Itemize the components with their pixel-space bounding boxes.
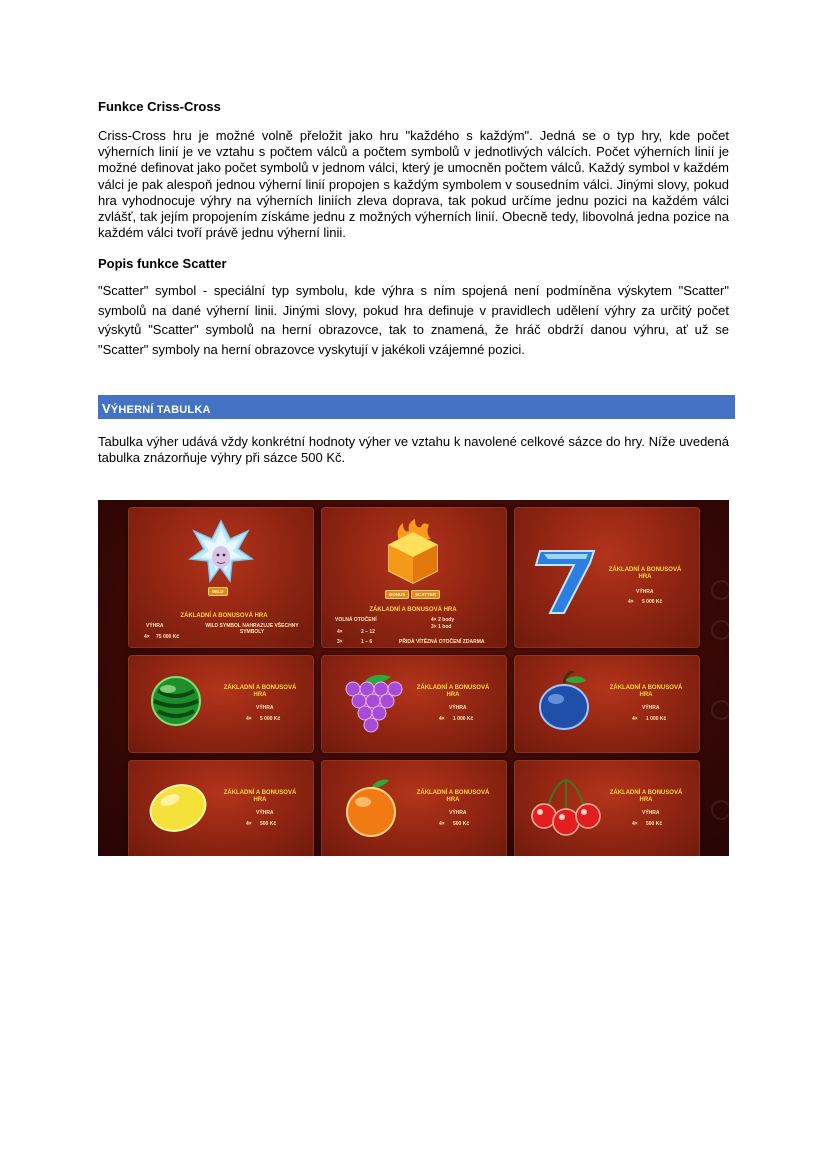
ice-crystal-face-icon bbox=[186, 517, 256, 587]
grapes-icon bbox=[335, 671, 409, 735]
scatter-row1-value: 2 – 12 bbox=[361, 629, 375, 635]
paytable-cell-wild bbox=[128, 507, 314, 648]
cherry-col-label: VÝHRA bbox=[642, 810, 660, 816]
grapes-heading: ZÁKLADNÍ A BONUSOVÁ HRA bbox=[416, 685, 490, 698]
lemon-count: 4× bbox=[246, 821, 252, 827]
plum-value: 1 000 Kč bbox=[646, 716, 667, 722]
scatter-side2: 3× 1 bod bbox=[431, 624, 452, 630]
blue-seven-icon bbox=[534, 547, 598, 617]
seven-count: 4× bbox=[628, 599, 634, 605]
plum-heading: ZÁKLADNÍ A BONUSOVÁ HRA bbox=[609, 685, 683, 698]
orange-icon bbox=[341, 774, 401, 838]
paytable-cell-orange bbox=[321, 760, 507, 856]
cherry-count: 4× bbox=[632, 821, 638, 827]
cherry-value: 500 Kč bbox=[646, 821, 663, 827]
wild-note: WILD SYMBOL NAHRAZUJE VŠECHNY SYMBOLY bbox=[205, 623, 299, 635]
wild-value: 75 000 Kč bbox=[156, 634, 180, 640]
lemon-col-label: VÝHRA bbox=[256, 810, 274, 816]
scatter-side1: 4× 2 body bbox=[431, 617, 455, 623]
grapes-col-label: VÝHRA bbox=[449, 705, 467, 711]
scatter-col-label: VOLNÁ OTOČENÍ bbox=[335, 617, 377, 623]
orange-heading: ZÁKLADNÍ A BONUSOVÁ HRA bbox=[416, 790, 490, 803]
melon-count: 4× bbox=[246, 716, 252, 722]
melon-heading: ZÁKLADNÍ A BONUSOVÁ HRA bbox=[223, 685, 297, 698]
plum-icon bbox=[536, 671, 592, 733]
orange-count: 4× bbox=[439, 821, 445, 827]
paytable-cell-cherry bbox=[514, 760, 700, 856]
scatter-badge: SCATTER bbox=[411, 590, 440, 599]
banner-title: VÝHERNÍ TABULKA bbox=[102, 401, 211, 416]
scatter-heading: Popis funkce Scatter bbox=[98, 256, 227, 271]
melon-col-label: VÝHRA bbox=[256, 705, 274, 711]
seven-value: 5 000 Kč bbox=[642, 599, 663, 605]
seven-heading: ZÁKLADNÍ A BONUSOVÁ HRA bbox=[608, 567, 682, 580]
decorative-ring bbox=[711, 700, 729, 720]
scatter-row2-value: 1 – 6 bbox=[361, 639, 373, 645]
grapes-value: 1 000 Kč bbox=[453, 716, 474, 722]
paytable-image bbox=[98, 500, 729, 856]
bonus-badge: BONUS bbox=[385, 590, 409, 599]
wild-badge: WILD bbox=[208, 587, 228, 596]
watermelon-icon bbox=[148, 673, 204, 729]
paytable-cell-scatter bbox=[321, 507, 507, 648]
decorative-ring bbox=[711, 800, 729, 820]
seven-col-label: VÝHRA bbox=[636, 589, 654, 595]
decorative-ring bbox=[711, 620, 729, 640]
lemon-value: 500 Kč bbox=[260, 821, 277, 827]
wild-heading: ZÁKLADNÍ A BONUSOVÁ HRA bbox=[180, 613, 268, 619]
orange-col-label: VÝHRA bbox=[449, 810, 467, 816]
wild-count: 4× bbox=[144, 634, 150, 640]
paytable-intro: Tabulka výher udává vždy konkrétní hodnoty výher ve vztahu k navolené celkové sázce do hry. Níže uvedená tabulka znázorňuje výhry při sázce 500 Kč. bbox=[98, 434, 729, 466]
paytable-cell-grapes bbox=[321, 655, 507, 753]
scatter-row1-count: 4× bbox=[337, 629, 343, 635]
criss-cross-paragraph: Criss-Cross hru je možné volně přeložit jako hru "každého s každým". Jedná se o typ hry, kde počet výherních linií je ve vztahu s počtem válců a počtem symbolů v jednotlivých válcích. Počet výherních linií je možné definovat jako počet symbolů v jednom válci, který je umocněn počtem válců. Každý symbol v každém válci je pak alespoň jednou výherní linií propojen s každým symbolem v sousedním válci. Jinými slovy, pokud hra vyhodnocuje výhry na výherních liniích zleva doprava, tak pokud určíme jednu pozici na každém válci zvlášť, tak jejím propojením získáme jednu z možných výherních linií. Obecně tedy, libovolná jedna pozice na každém válci tvoří právě jednu výherní linii. bbox=[98, 128, 729, 241]
lemon-heading: ZÁKLADNÍ A BONUSOVÁ HRA bbox=[223, 790, 297, 803]
paytable-cell-seven bbox=[514, 507, 700, 648]
scatter-row2-count: 3× bbox=[337, 639, 343, 645]
orange-value: 500 Kč bbox=[453, 821, 470, 827]
flaming-cube-icon bbox=[383, 519, 443, 585]
wild-col-label: VÝHRA bbox=[146, 623, 164, 629]
cherry-heading: ZÁKLADNÍ A BONUSOVÁ HRA bbox=[609, 790, 683, 803]
scatter-note: PŘIDÁ VÍTĚZNÁ OTOČENÍ ZDARMA bbox=[399, 639, 485, 645]
paytable-cell-melon bbox=[128, 655, 314, 753]
paytable-banner bbox=[98, 395, 735, 419]
scatter-paragraph: "Scatter" symbol - speciální typ symbolu, kde výhra s ním spojená není podmíněna výskytem "Scatter" symbolů na dané výherní linii. Jinými slovy, pokud hra definuje v pravidlech udělení výhry za určitý počet výskytů "Scatter" symbolů na herní obrazovce, tak to znamená, že hráč obdrží danou výhru, ať už se "Scatter" symboly na herní obrazovce vyskytují v jakékoli vzájemné pozici. bbox=[98, 283, 729, 357]
cherries-icon bbox=[528, 776, 604, 840]
plum-col-label: VÝHRA bbox=[642, 705, 660, 711]
decorative-ring bbox=[711, 580, 729, 600]
melon-value: 5 000 Kč bbox=[260, 716, 281, 722]
scatter-heading: ZÁKLADNÍ A BONUSOVÁ HRA bbox=[369, 607, 457, 613]
paytable-cell-plum bbox=[514, 655, 700, 753]
plum-count: 4× bbox=[632, 716, 638, 722]
grapes-count: 4× bbox=[439, 716, 445, 722]
lemon-icon bbox=[146, 778, 210, 836]
paytable-cell-lemon bbox=[128, 760, 314, 856]
criss-cross-heading: Funkce Criss-Cross bbox=[98, 99, 221, 114]
